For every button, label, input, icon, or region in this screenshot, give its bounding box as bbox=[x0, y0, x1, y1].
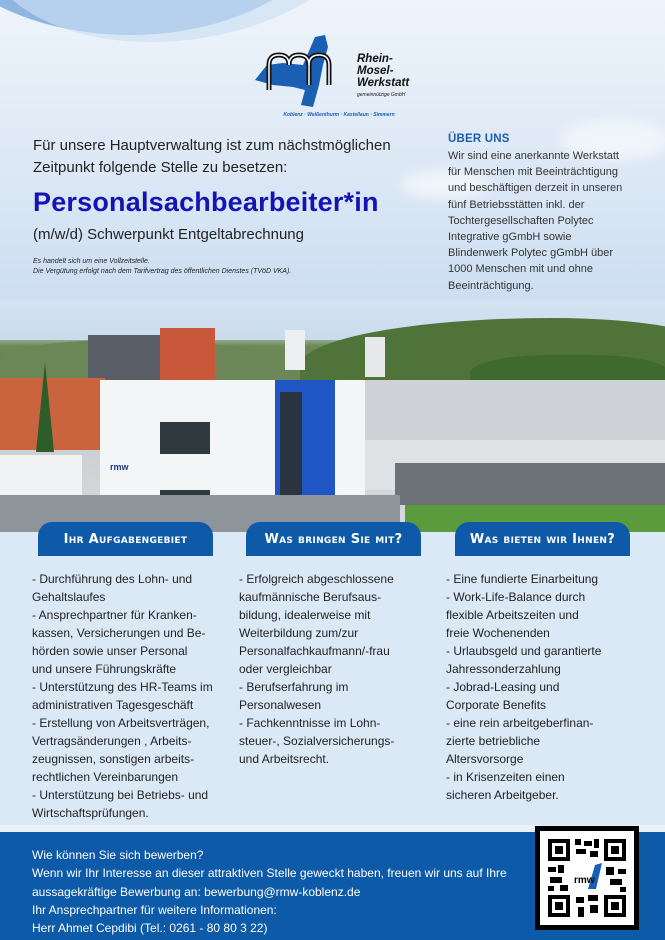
list-item-line: kassen, Versicherungen und Be- bbox=[32, 626, 206, 640]
job-title: Personalsachbearbeiter*in bbox=[33, 187, 379, 217]
logo-locations: Koblenz · Weißenthurm · Kastellaun · Simmern bbox=[283, 112, 395, 118]
tab-was-bieten-wir-ihnen bbox=[455, 522, 630, 556]
list-item-line: - Jobrad-Leasing und bbox=[446, 680, 560, 694]
photo-hall-windows bbox=[395, 463, 665, 505]
footer-contact-line: Herr Ahmet Cepdibi (Tel.: 0261 - 80 80 3 22) bbox=[32, 921, 268, 936]
about-line: für Menschen mit Beeinträchtigung bbox=[448, 166, 618, 179]
list-item-line: - Durchführung des Lohn- und bbox=[32, 572, 193, 586]
list-item bbox=[32, 714, 242, 786]
about-line: Beeinträchtigung. bbox=[448, 279, 534, 292]
photo-tower bbox=[285, 330, 305, 370]
list-item-line: - Unterstützung des HR-Teams im bbox=[32, 680, 213, 694]
footer-line: Ihr Ansprechpartner für weitere Informationen: bbox=[32, 902, 277, 917]
list-item bbox=[239, 678, 439, 714]
list-item-line: flexible Arbeitszeiten und bbox=[446, 608, 579, 622]
photo-hall-roof bbox=[365, 380, 665, 440]
list-item-line: Personalwesen bbox=[239, 698, 322, 712]
list-item-line: Personalfachkaufmann/-frau bbox=[239, 644, 390, 658]
photo-window bbox=[160, 422, 210, 454]
list-item-line: Wirtschaftsprüfungen. bbox=[32, 806, 149, 820]
job-subtitle: (m/w/d) Schwerpunkt Entgeltabrechnung bbox=[33, 226, 304, 243]
list-item bbox=[32, 678, 242, 714]
list-item-line: sicheren Arbeitgeber. bbox=[446, 788, 559, 802]
list-item-line: Weiterbildung zum/zur bbox=[239, 626, 359, 640]
logo-line-2: Mosel- bbox=[357, 65, 394, 77]
tab-was-bringen-sie-mit bbox=[246, 522, 421, 556]
list-item-line: - Unterstützung bei Betriebs- und bbox=[32, 788, 209, 802]
list-item bbox=[446, 714, 656, 768]
list-item-line: zierte betriebliche bbox=[446, 734, 541, 748]
list-item-line: - Ansprechpartner für Kranken- bbox=[32, 608, 197, 622]
intro-line: Für unsere Hauptverwaltung ist zum nächstmöglichen bbox=[33, 137, 391, 154]
logo-wordmark bbox=[357, 53, 409, 89]
list-item-line: - Urlaubsgeld und garantierte bbox=[446, 644, 602, 658]
list-item-line: - Eine fundierte Einarbeitung bbox=[446, 572, 599, 586]
photo-low-building bbox=[0, 455, 82, 495]
tab-label: Was bieten wir Ihnen? bbox=[469, 531, 616, 547]
about-line: Blindenwerk Polytec gGmbH über bbox=[448, 247, 614, 260]
list-item-line: kaufmännische Berufsaus- bbox=[239, 590, 382, 604]
list-item bbox=[32, 786, 242, 822]
about-line: Integrative gGmbH sowie bbox=[448, 231, 572, 244]
about-line: Tochtergesellschaften Polytec bbox=[448, 214, 594, 227]
list-item-line: - Fachkenntnisse im Lohn- bbox=[239, 716, 381, 730]
about-us-text bbox=[448, 148, 648, 294]
list-item-line: bildung, idealerweise mit bbox=[239, 608, 371, 622]
tab-label: Was bringen Sie mit? bbox=[264, 531, 403, 547]
list-item bbox=[446, 588, 656, 642]
company-logo bbox=[253, 35, 423, 125]
about-us-box bbox=[448, 133, 648, 294]
intro-section bbox=[33, 135, 423, 277]
list-item-line: - eine rein arbeitgeberfinan- bbox=[446, 716, 594, 730]
requirements-list bbox=[239, 570, 439, 768]
list-item bbox=[32, 570, 242, 606]
employment-fineprint bbox=[33, 257, 423, 277]
list-item bbox=[446, 768, 656, 804]
footer-email-line[interactable]: aussagekräftige Bewerbung an: bewerbung@rmw-koblenz.de bbox=[32, 884, 361, 899]
list-item-line: Gehaltslaufes bbox=[32, 590, 106, 604]
list-item-line: hörden sowie unser Personal bbox=[32, 644, 188, 658]
svg-text:rmw: rmw bbox=[574, 875, 595, 886]
list-item bbox=[32, 606, 242, 678]
logo-line-1: Rhein- bbox=[357, 53, 393, 65]
benefits-list bbox=[446, 570, 656, 804]
list-item-line: - in Krisenzeiten einen bbox=[446, 770, 565, 784]
about-line: Wir sind eine anerkannte Werkstatt bbox=[448, 150, 619, 162]
list-item-line: oder vergleichbar bbox=[239, 662, 332, 676]
about-line: 1000 Menschen mit und ohne bbox=[448, 263, 593, 276]
about-line: fünf Betriebsstätten inkl. der bbox=[448, 198, 585, 211]
list-item-line: - Berufserfahrung im bbox=[239, 680, 349, 694]
fineprint-line: Es handelt sich um eine Vollzeitstelle. bbox=[33, 258, 150, 265]
list-item-line: administrativen Tagesgeschäft bbox=[32, 698, 194, 712]
building-photo bbox=[0, 300, 665, 532]
list-item-line: und Arbeitsrecht. bbox=[239, 752, 330, 766]
list-item bbox=[239, 714, 439, 768]
fineprint-line: Die Vergütung erfolgt nach dem Tarifvertrag des öffentlichen Dienstes (TVöD VKA). bbox=[33, 268, 292, 275]
list-item bbox=[239, 570, 439, 678]
list-item bbox=[446, 678, 656, 714]
list-item-line: freie Wochenenden bbox=[446, 626, 550, 640]
list-item-line: zeugnissen, sonstigen arbeits- bbox=[32, 752, 195, 766]
list-item-line: Vertragsänderungen , Arbeits- bbox=[32, 734, 192, 748]
list-item-line: Jahressonderzahlung bbox=[446, 662, 561, 676]
list-item-line: Corporate Benefits bbox=[446, 698, 547, 712]
list-item-line: und unsere Führungskräfte bbox=[32, 662, 177, 676]
intro-line: Zeitpunkt folgende Stelle zu besetzen: bbox=[33, 159, 288, 176]
list-item-line: - Erstellung von Arbeitsverträgen, bbox=[32, 716, 210, 730]
list-item-line: Altersvorsorge bbox=[446, 752, 524, 766]
rmw-logo-icon bbox=[253, 35, 363, 110]
tasks-list bbox=[32, 570, 242, 822]
qr-code-icon bbox=[540, 831, 634, 925]
photo-tower bbox=[365, 337, 385, 377]
list-item bbox=[446, 570, 656, 588]
list-item-line: rechtlichen Vereinbarungen bbox=[32, 770, 179, 784]
about-us-heading: ÜBER UNS bbox=[448, 133, 510, 145]
list-item bbox=[446, 642, 656, 678]
tab-ihr-aufgabengebiet bbox=[38, 522, 213, 556]
application-info bbox=[32, 846, 507, 937]
about-line: und beschäftigen derzeit in unseren bbox=[448, 182, 623, 195]
qr-code[interactable] bbox=[535, 826, 639, 930]
footer-line: Wenn wir Ihr Interesse an dieser attraktiven Stelle geweckt haben, freuen wir uns auf Ihre bbox=[32, 866, 507, 881]
list-item-line: steuer-, Sozialversicherungs- bbox=[239, 734, 395, 748]
footer-heading: Wie können Sie sich bewerben? bbox=[32, 848, 204, 862]
tab-label: Ihr Aufgabengebiet bbox=[63, 531, 188, 547]
photo-logo-sign: rmw bbox=[110, 462, 129, 472]
list-item-line: - Erfolgreich abgeschlossene bbox=[239, 572, 394, 586]
logo-subtitle: gemeinnützige GmbH bbox=[357, 92, 406, 98]
logo-line-3: Werkstatt bbox=[357, 77, 410, 89]
list-item-line: - Work-Life-Balance durch bbox=[446, 590, 586, 604]
